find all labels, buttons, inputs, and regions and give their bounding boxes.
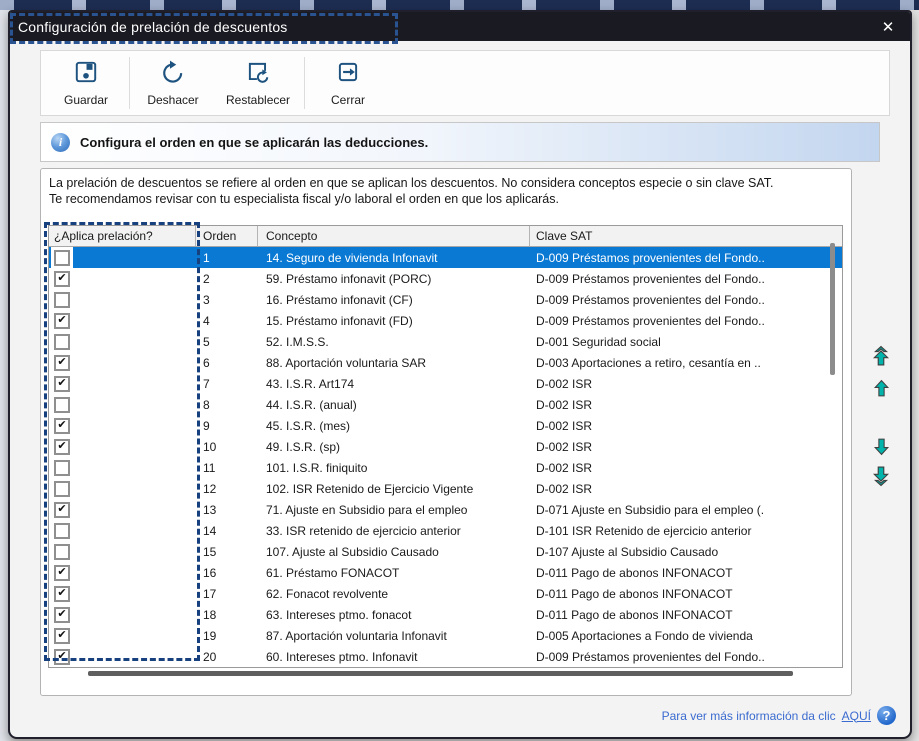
description-line2: Te recomendamos revisar con tu especialista fiscal y/o laboral el orden en que los aplicarás. xyxy=(49,192,559,206)
clave-sat-cell: D-002 ISR xyxy=(536,460,593,475)
orden-cell: 5 xyxy=(203,334,210,349)
help-icon[interactable]: ? xyxy=(877,706,896,725)
aplica-cell xyxy=(49,331,196,352)
concepto-cell: 52. I.M.S.S. xyxy=(266,334,329,349)
deshacer-label: Deshacer xyxy=(147,93,199,107)
clave-sat-cell: D-011 Pago de abonos INFONACOT xyxy=(536,607,733,622)
clave-sat-cell: D-002 ISR xyxy=(536,481,593,496)
table-row[interactable] xyxy=(49,520,842,541)
aplica-cell xyxy=(49,352,196,373)
orden-cell: 7 xyxy=(203,376,210,391)
clave-sat-cell: D-009 Préstamos provenientes del Fondo.. xyxy=(536,649,765,664)
table-row[interactable] xyxy=(49,415,842,436)
aplica-cell xyxy=(49,394,196,415)
concepto-cell: 44. I.S.R. (anual) xyxy=(266,397,357,412)
orden-cell: 6 xyxy=(203,355,210,370)
clave-sat-cell: D-011 Pago de abonos INFONACOT xyxy=(536,565,733,580)
clave-sat-cell: D-101 ISR Retenido de ejercicio anterior xyxy=(536,523,752,538)
aplica-cell xyxy=(49,373,196,394)
orden-cell: 14 xyxy=(203,523,217,538)
table-row[interactable] xyxy=(49,373,842,394)
description-text xyxy=(49,175,774,207)
info-banner xyxy=(40,122,880,162)
column-header-concepto[interactable]: Concepto xyxy=(258,226,530,246)
orden-cell: 8 xyxy=(203,397,210,412)
concepto-cell: 43. I.S.R. Art174 xyxy=(266,376,355,391)
footer-link-aqui[interactable]: AQUÍ xyxy=(841,708,871,723)
aplica-cell xyxy=(49,457,196,478)
table-body xyxy=(49,247,842,667)
concepto-cell: 88. Aportación voluntaria SAR xyxy=(266,355,427,370)
concepto-cell: 60. Intereses ptmo. Infonavit xyxy=(266,649,418,664)
aplica-checkbox[interactable] xyxy=(54,292,70,308)
exit-icon xyxy=(335,59,361,90)
horizontal-scrollbar[interactable] xyxy=(88,671,793,676)
orden-cell: 13 xyxy=(203,502,217,517)
aplica-checkbox[interactable]: ✔ xyxy=(54,418,70,434)
concepto-cell: 61. Préstamo FONACOT xyxy=(266,565,400,580)
aplica-checkbox[interactable]: ✔ xyxy=(54,586,70,602)
aplica-checkbox[interactable]: ✔ xyxy=(54,628,70,644)
clave-sat-cell: D-002 ISR xyxy=(536,376,593,391)
orden-cell: 3 xyxy=(203,292,210,307)
toolbar-separator xyxy=(304,57,305,109)
orden-cell: 11 xyxy=(203,460,216,475)
titlebar xyxy=(10,12,910,41)
table-row[interactable] xyxy=(49,625,842,646)
aplica-checkbox[interactable] xyxy=(54,481,70,497)
aplica-checkbox[interactable] xyxy=(54,523,70,539)
vertical-scrollbar[interactable] xyxy=(830,243,835,375)
concepto-cell: 107. Ajuste al Subsidio Causado xyxy=(266,544,439,559)
deshacer-button[interactable] xyxy=(132,51,214,115)
orden-cell: 20 xyxy=(203,649,217,664)
clave-sat-cell: D-009 Préstamos provenientes del Fondo.. xyxy=(536,250,765,265)
orden-cell: 15 xyxy=(203,544,217,559)
concepto-cell: 59. Préstamo infonavit (PORC) xyxy=(266,271,432,286)
down-arrow-icon xyxy=(872,437,891,456)
clave-sat-cell: D-107 Ajuste al Subsidio Causado xyxy=(536,544,719,559)
table-row[interactable] xyxy=(49,646,842,667)
toolbar xyxy=(40,50,890,116)
move-down-button[interactable] xyxy=(868,434,894,458)
content-panel xyxy=(40,168,852,696)
aplica-checkbox[interactable]: ✔ xyxy=(54,376,70,392)
clave-sat-cell: D-005 Aportaciones a Fondo de vivienda xyxy=(536,628,753,643)
aplica-checkbox[interactable]: ✔ xyxy=(54,271,70,287)
orden-cell: 4 xyxy=(203,313,210,328)
restablecer-label: Restablecer xyxy=(226,93,291,107)
aplica-checkbox[interactable]: ✔ xyxy=(54,355,70,371)
clave-sat-cell: D-001 Seguridad social xyxy=(536,334,661,349)
aplica-cell xyxy=(49,415,196,436)
clave-sat-cell: D-002 ISR xyxy=(536,439,593,454)
concepto-cell: 33. ISR retenido de ejercicio anterior xyxy=(266,523,461,538)
orden-cell: 9 xyxy=(203,418,210,433)
aplica-cell xyxy=(49,436,196,457)
table-header xyxy=(49,226,842,247)
concepto-cell: 63. Intereses ptmo. fonacot xyxy=(266,607,412,622)
orden-cell: 12 xyxy=(203,481,217,496)
toolbar-separator xyxy=(129,57,130,109)
aplica-checkbox[interactable] xyxy=(54,460,70,476)
clave-sat-cell: D-003 Aportaciones a retiro, cesantía en .. xyxy=(536,355,761,370)
aplica-cell xyxy=(49,478,196,499)
table-row[interactable] xyxy=(49,562,842,583)
table-row[interactable] xyxy=(49,499,842,520)
aplica-checkbox[interactable]: ✔ xyxy=(54,607,70,623)
undo-icon xyxy=(160,59,186,90)
aplica-cell xyxy=(49,268,196,289)
aplica-cell xyxy=(49,583,196,604)
table-row[interactable] xyxy=(49,331,842,352)
table-row[interactable] xyxy=(49,436,842,457)
table-row[interactable] xyxy=(49,268,842,289)
background-app-sliver xyxy=(0,0,919,10)
concepto-cell: 71. Ajuste en Subsidio para el empleo xyxy=(266,502,468,517)
orden-cell: 10 xyxy=(203,439,217,454)
concepto-cell: 14. Seguro de vivienda Infonavit xyxy=(266,250,438,265)
table-row[interactable] xyxy=(49,310,842,331)
cerrar-label: Cerrar xyxy=(331,93,366,107)
up-arrow-icon xyxy=(872,379,891,398)
concepto-cell: 87. Aportación voluntaria Infonavit xyxy=(266,628,447,643)
aplica-cell xyxy=(49,646,196,667)
aplica-cell xyxy=(49,289,196,310)
aplica-checkbox[interactable] xyxy=(54,250,70,266)
orden-cell: 1 xyxy=(203,250,210,265)
column-header-aplica[interactable]: ¿Aplica prelación? xyxy=(49,226,196,246)
aplica-checkbox[interactable]: ✔ xyxy=(54,313,70,329)
aplica-cell xyxy=(49,541,196,562)
aplica-cell xyxy=(49,604,196,625)
aplica-cell xyxy=(49,499,196,520)
concepto-cell: 15. Préstamo infonavit (FD) xyxy=(266,313,413,328)
reset-icon xyxy=(245,59,271,90)
orden-cell: 2 xyxy=(203,271,210,286)
aplica-cell xyxy=(49,310,196,331)
info-icon: i xyxy=(51,133,70,152)
clave-sat-cell: D-011 Pago de abonos INFONACOT xyxy=(536,586,733,601)
description-line1: La prelación de descuentos se refiere al orden en que se aplican los descuentos. No considera conceptos especie o sin clave SAT. xyxy=(49,176,774,190)
table-row[interactable] xyxy=(49,289,842,310)
aplica-checkbox[interactable]: ✔ xyxy=(54,565,70,581)
save-icon xyxy=(73,59,99,90)
column-header-clave-sat[interactable]: Clave SAT xyxy=(536,229,593,243)
move-to-bottom-button[interactable] xyxy=(868,464,894,488)
clave-sat-cell: D-002 ISR xyxy=(536,418,593,433)
clave-sat-cell: D-009 Préstamos provenientes del Fondo.. xyxy=(536,271,765,286)
clave-sat-cell: D-002 ISR xyxy=(536,397,593,412)
aplica-cell xyxy=(49,247,196,268)
table-row[interactable] xyxy=(49,583,842,604)
concepto-cell: 16. Préstamo infonavit (CF) xyxy=(266,292,413,307)
clave-sat-cell: D-009 Préstamos provenientes del Fondo.. xyxy=(536,292,765,307)
table-row[interactable] xyxy=(49,478,842,499)
prelacion-table xyxy=(48,225,843,668)
dialog-title: Configuración de prelación de descuentos xyxy=(18,18,288,35)
info-banner-text: Configura el orden en que se aplicarán las deducciones. xyxy=(80,134,429,150)
orden-cell: 17 xyxy=(203,586,217,601)
table-row[interactable] xyxy=(49,352,842,373)
orden-cell: 19 xyxy=(203,628,217,643)
restablecer-button[interactable] xyxy=(214,51,302,115)
aplica-cell xyxy=(49,625,196,646)
clave-sat-cell: D-071 Ajuste en Subsidio para el empleo (. xyxy=(536,502,765,517)
prelacion-dialog xyxy=(8,10,912,739)
table-row[interactable] xyxy=(49,247,842,268)
aplica-checkbox[interactable] xyxy=(54,334,70,350)
reorder-controls xyxy=(868,12,898,737)
concepto-cell: 102. ISR Retenido de Ejercicio Vigente xyxy=(266,481,474,496)
aplica-checkbox[interactable] xyxy=(54,397,70,413)
aplica-cell xyxy=(49,520,196,541)
clave-sat-cell: D-009 Préstamos provenientes del Fondo.. xyxy=(536,313,765,328)
aplica-checkbox[interactable]: ✔ xyxy=(54,649,70,665)
orden-cell: 18 xyxy=(203,607,217,622)
move-up-button[interactable] xyxy=(868,376,894,400)
aplica-checkbox[interactable] xyxy=(54,544,70,560)
guardar-label: Guardar xyxy=(63,93,109,107)
cerrar-button[interactable] xyxy=(307,51,389,115)
guardar-button[interactable] xyxy=(45,51,127,115)
concepto-cell: 101. I.S.R. finiquito xyxy=(266,460,368,475)
aplica-checkbox[interactable]: ✔ xyxy=(54,439,70,455)
concepto-cell: 62. Fonacot revolvente xyxy=(266,586,389,601)
table-row[interactable] xyxy=(49,604,842,625)
aplica-checkbox[interactable]: ✔ xyxy=(54,502,70,518)
close-icon[interactable]: ✕ xyxy=(881,19,895,36)
aplica-cell xyxy=(49,562,196,583)
double-up-arrow-icon xyxy=(871,345,891,367)
concepto-cell: 49. I.S.R. (sp) xyxy=(266,439,341,454)
double-down-arrow-icon xyxy=(871,465,891,487)
column-header-orden[interactable]: Orden xyxy=(196,226,258,246)
footer-text: Para ver más información da clic xyxy=(661,708,836,723)
table-row[interactable] xyxy=(49,457,842,478)
orden-cell: 16 xyxy=(203,565,217,580)
concepto-cell: 45. I.S.R. (mes) xyxy=(266,418,351,433)
move-to-top-button[interactable] xyxy=(868,344,894,368)
table-row[interactable] xyxy=(49,541,842,562)
table-row[interactable] xyxy=(49,394,842,415)
footer xyxy=(662,706,896,725)
